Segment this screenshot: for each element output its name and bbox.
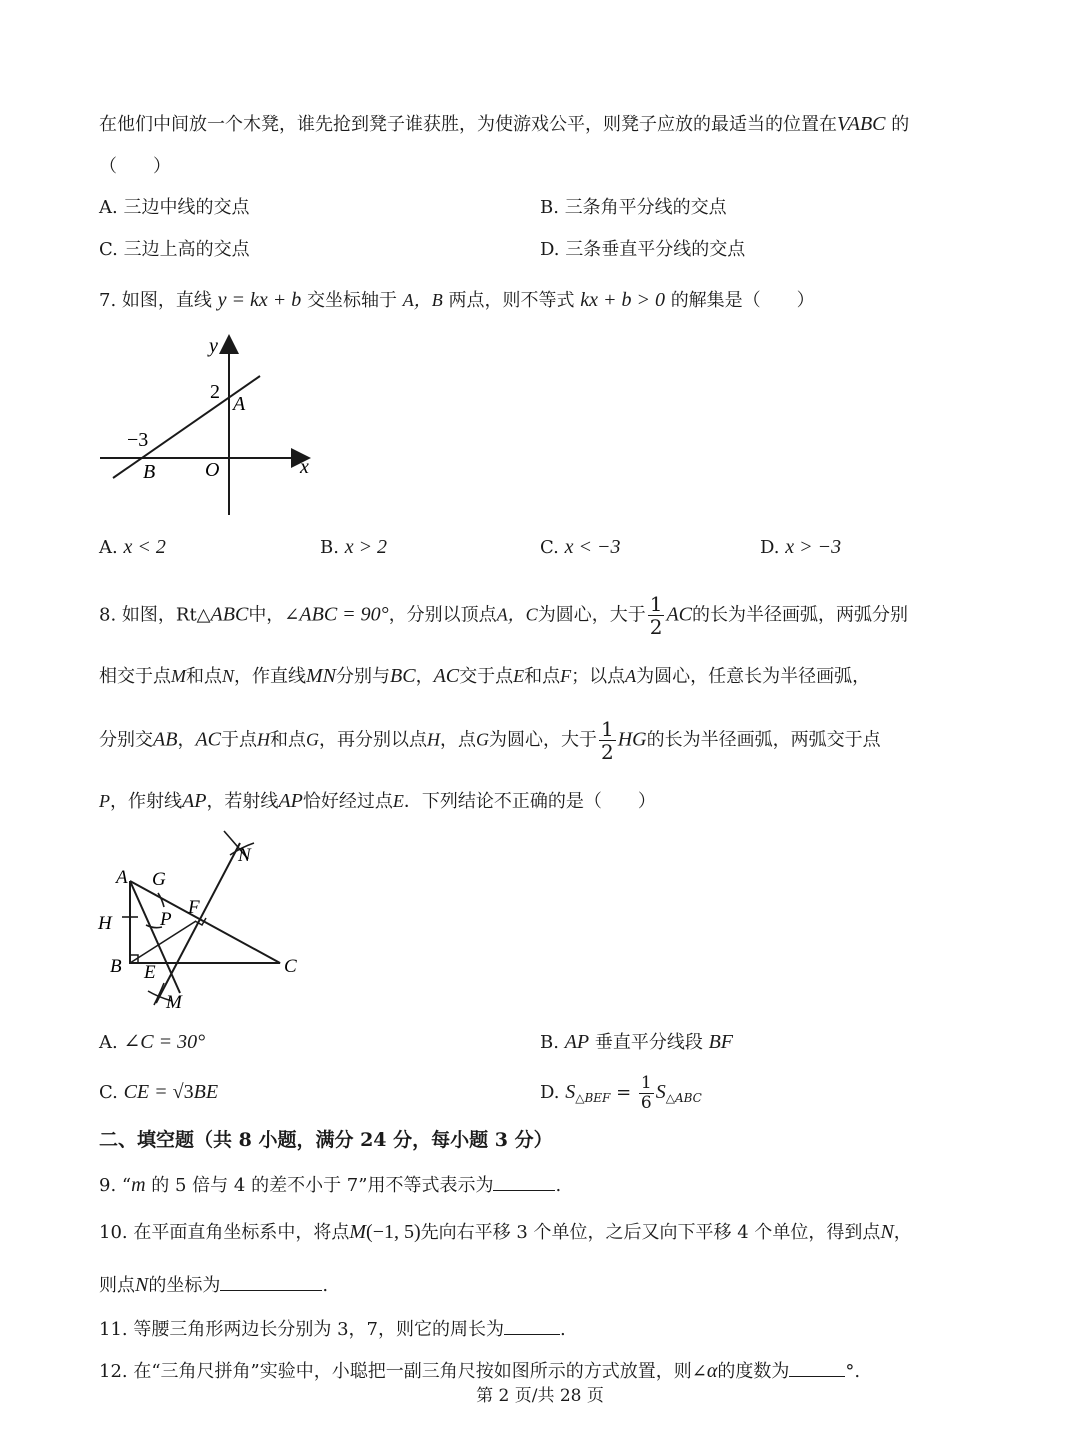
q8-math: AC — [433, 665, 460, 687]
option-math: AP — [564, 1031, 590, 1053]
q8-math: ABC — [210, 603, 249, 626]
q8-math: ABC = 90° — [299, 603, 389, 626]
q8-label-c: C — [284, 956, 297, 977]
q10-math: N — [880, 1221, 894, 1243]
q10-text: ， — [893, 1222, 912, 1243]
q8-text: 相交于点 — [99, 666, 171, 687]
q8-triangle — [130, 881, 280, 963]
q8-text: 恰好经过点 — [302, 791, 393, 812]
q8-math: AC — [666, 603, 692, 626]
option-label: D. — [760, 537, 780, 558]
q11 — [99, 1314, 566, 1344]
q6-text-before: 在他们中间放一个木凳，谁先抢到凳子谁获胜，为使游戏公平，则凳子应放的最适当的位置在 — [99, 114, 837, 135]
q8-label-g: G — [152, 869, 166, 890]
q10-answer-blank[interactable] — [220, 1270, 322, 1291]
fraction-denominator: 2 — [601, 740, 614, 764]
q10-text: 10. 在平面直角坐标系中，将点 — [99, 1222, 350, 1243]
q8-text: 的长为半径画弧，两弧交于点 — [646, 729, 881, 751]
q8-label-p: P — [160, 909, 172, 930]
q8-text: 于点 — [221, 729, 257, 751]
q8-line-2 — [99, 662, 870, 691]
q10-text: 先向右平移 3 个单位，之后又向下平移 4 个单位，得到点 — [420, 1222, 881, 1243]
q10-line-2 — [99, 1270, 328, 1300]
option-math: BF — [708, 1031, 734, 1053]
q10-line-1 — [99, 1218, 912, 1247]
option-math: S — [655, 1081, 666, 1103]
q8-label-a: A — [116, 867, 128, 888]
q9-answer-blank[interactable] — [493, 1170, 555, 1191]
q12-text: 的度数为 — [717, 1361, 790, 1382]
q6-option-d[interactable] — [540, 236, 745, 264]
q8-option-c[interactable] — [99, 1078, 218, 1107]
q8-line-4 — [99, 787, 656, 816]
q11-end: . — [559, 1319, 566, 1340]
q10-text: 则点 — [99, 1275, 135, 1296]
q8-math: E — [392, 791, 404, 811]
q9 — [99, 1170, 561, 1200]
q8-text: 和点 — [186, 666, 222, 687]
q7-origin-label: O — [205, 459, 220, 481]
option-label: A. — [99, 1032, 118, 1053]
q8-label-m: M — [166, 992, 182, 1013]
option-text: 三条垂直平分线的交点 — [565, 239, 746, 260]
q7-line — [113, 376, 260, 478]
q8-text: 为圆心，大于 — [489, 729, 597, 751]
q7-label-2: 2 — [210, 381, 220, 403]
q8-figure — [92, 825, 337, 1015]
q7-option-c[interactable] — [540, 533, 620, 562]
q8-text: 为圆心，大于 — [537, 604, 646, 626]
q7-mid2: 两点，则不等式 — [448, 290, 575, 311]
q6-option-c[interactable] — [99, 236, 250, 264]
option-label: B. — [320, 537, 339, 558]
q6-option-a[interactable] — [99, 194, 249, 222]
q8-text: ，作直线 — [234, 666, 307, 687]
q8-label-n: N — [238, 845, 251, 866]
q6-tri-symbol: V — [837, 113, 848, 135]
q8-text: ；以点 — [571, 666, 626, 687]
q8-text: 分别与 — [336, 666, 391, 687]
q8-fraction-2 — [599, 718, 616, 763]
q8-option-d-fraction — [639, 1074, 654, 1113]
q11-answer-blank[interactable] — [504, 1314, 560, 1335]
q8-math: N — [222, 666, 235, 686]
q7-y-label: y — [209, 335, 218, 357]
q7-figure — [95, 330, 335, 525]
q8-math: AP — [278, 790, 303, 812]
q6-paren: （ ） — [99, 156, 171, 177]
option-label: B. — [540, 197, 559, 218]
q12-text: 12. 在“三角尺拼角”实验中，小聪把一副三角尺按如图所示的方式放置，则∠ — [99, 1361, 707, 1382]
option-label: A. — [99, 197, 118, 218]
fraction-denominator: 6 — [640, 1092, 652, 1113]
q8-line-1 — [99, 593, 908, 638]
option-label: D. — [540, 239, 560, 260]
q8-text: 为圆心，任意长为半径画弧， — [636, 666, 871, 687]
q7-stem — [99, 286, 815, 315]
q10-math: N — [135, 1274, 149, 1296]
q8-math: E — [513, 666, 525, 686]
q9-end: . — [555, 1175, 562, 1196]
section-heading: 二、填空题（共 8 小题，满分 24 分，每小题 3 分） — [99, 1129, 553, 1151]
q8-math: A — [625, 666, 637, 686]
q8-text: 8. 如图，Rt△ — [99, 604, 211, 626]
option-math: S — [565, 1081, 576, 1103]
option-text: 三条角平分线的交点 — [564, 197, 727, 218]
q8-text: 的长为半径画弧，两弧分别 — [692, 604, 908, 626]
q7-x-label: x — [300, 456, 309, 478]
q6-option-b[interactable] — [540, 194, 727, 222]
q7-num: 7. 如图，直线 — [99, 290, 212, 311]
q8-math: M — [171, 666, 186, 686]
q7-option-a[interactable] — [99, 533, 166, 562]
q8-math: H — [427, 729, 440, 750]
q10-text: 的坐标为 — [148, 1275, 221, 1296]
q10-end: . — [322, 1275, 329, 1296]
option-math: BE — [193, 1081, 219, 1103]
q8-text: ，再分别以点 — [319, 729, 427, 751]
q10-coords: (−1, 5) — [366, 1221, 421, 1243]
q7-inequality: kx + b > 0 — [580, 289, 665, 311]
fraction-denominator: 2 — [649, 615, 663, 639]
q6-text-after: 的 — [891, 114, 910, 135]
q12-end: °. — [845, 1361, 861, 1382]
q11-text: 11. 等腰三角形两边长分别为 3，7，则它的周长为 — [99, 1319, 504, 1340]
q8-math: AP — [182, 790, 207, 812]
q8-line-3 — [99, 718, 881, 763]
option-label: A. — [99, 537, 118, 558]
fraction-numerator: 1 — [601, 717, 614, 741]
q9-math: m — [131, 1174, 146, 1196]
option-text: 垂直平分线段 — [594, 1032, 703, 1053]
q9-text: 的 5 倍与 4 的差不小于 7”用不等式表示为 — [145, 1175, 494, 1196]
q8-text: ．下列结论不正确的是（ ） — [403, 791, 656, 812]
q7-label-a: A — [233, 393, 246, 415]
option-label: C. — [99, 1082, 118, 1103]
q12-math: α — [706, 1360, 718, 1382]
q8-text: ，作射线 — [110, 791, 182, 812]
option-math: CE = — [123, 1081, 173, 1103]
q8-math: AC — [195, 728, 221, 751]
fraction-numerator: 1 — [649, 592, 663, 616]
fraction-numerator: 1 — [640, 1072, 652, 1093]
q8-text: 交于点 — [459, 666, 514, 687]
q8-text: ，分别以顶点 — [388, 604, 497, 626]
option-text: 三边上高的交点 — [123, 239, 250, 260]
q8-text: ，若射线 — [206, 791, 279, 812]
q8-math: BC — [390, 665, 416, 687]
q8-math: AB — [153, 728, 178, 751]
q8-option-a[interactable] — [99, 1028, 205, 1057]
option-text: x > −3 — [785, 536, 842, 558]
q7-option-d[interactable] — [760, 533, 841, 562]
option-text: x < 2 — [123, 536, 166, 558]
q8-fraction-1 — [648, 593, 665, 638]
q8-text: ， — [415, 666, 434, 687]
option-subscript: △BEF — [575, 1091, 611, 1105]
q8-text: ， — [177, 729, 196, 751]
q8-math: A，C — [496, 604, 538, 625]
q8-option-b[interactable] — [540, 1028, 733, 1057]
q7-equation: y = kx + b — [217, 289, 302, 311]
q8-math: G — [476, 729, 489, 750]
q8-label-e: E — [144, 962, 156, 983]
q8-option-d[interactable] — [540, 1070, 702, 1120]
option-label: C. — [99, 239, 118, 260]
q8-text: ，点 — [440, 729, 476, 751]
option-math: √3 — [172, 1081, 194, 1103]
option-text: ∠C = 30° — [123, 1031, 206, 1053]
q10-math: M — [349, 1221, 367, 1243]
q8-math: G — [306, 729, 319, 750]
q8-arc-m2 — [154, 983, 164, 1005]
q8-text: 中，∠ — [248, 604, 300, 626]
option-subscript: △ABC — [665, 1091, 702, 1105]
q7-option-b[interactable] — [320, 533, 387, 562]
q8-math: MN — [306, 665, 337, 687]
q8-label-f: F — [188, 897, 200, 918]
q8-text: 和点 — [524, 666, 561, 687]
q7-end: 的解集是（ ） — [670, 290, 815, 311]
q8-math: HG — [617, 728, 647, 751]
q8-math: P — [99, 791, 110, 811]
option-math: = — [610, 1082, 637, 1103]
option-text: 三边中线的交点 — [123, 197, 250, 218]
q8-math: H — [257, 729, 270, 750]
q7-label-b: B — [143, 461, 156, 483]
q6-tri-name: ABC — [847, 113, 886, 135]
q7-mid: 交坐标轴于 — [307, 290, 397, 311]
q8-label-h: H — [98, 913, 112, 934]
option-label: D. — [540, 1082, 560, 1103]
q7-points: A，B — [402, 290, 443, 310]
q8-label-b: B — [110, 956, 122, 977]
q12 — [99, 1356, 860, 1386]
option-text: x > 2 — [344, 536, 388, 558]
q8-math: F — [560, 666, 572, 686]
page-footer: 第 2 页/共 28 页 — [476, 1386, 604, 1406]
q6-text — [99, 110, 909, 139]
option-label: B. — [540, 1032, 559, 1053]
q8-text: 和点 — [270, 729, 306, 751]
option-text: x < −3 — [564, 536, 621, 558]
q9-text: 9. “ — [99, 1175, 132, 1196]
q8-text: 分别交 — [99, 729, 153, 751]
q12-answer-blank[interactable] — [789, 1356, 845, 1377]
q7-label-minus3: −3 — [127, 429, 149, 451]
option-label: C. — [540, 537, 559, 558]
